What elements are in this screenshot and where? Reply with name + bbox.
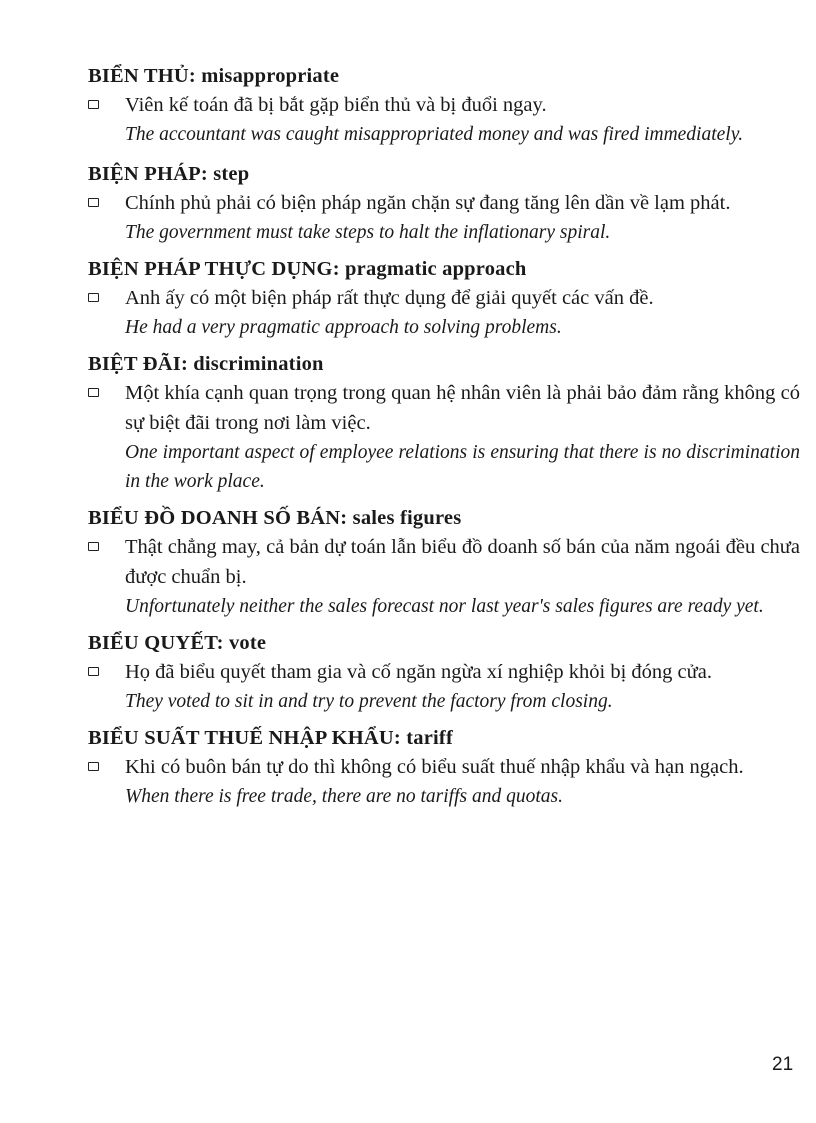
square-bullet-icon	[88, 293, 99, 302]
page-number: 21	[772, 1054, 794, 1075]
entry-bien-phap-thuc-dung	[88, 255, 800, 342]
entry-title: BIỆT ĐÃI: discrimination	[88, 353, 324, 375]
entry-body	[88, 378, 800, 496]
entry-bieu-quyet	[88, 629, 800, 716]
entry-body	[88, 657, 800, 716]
english-translation: When there is free trade, there are no tariffs and quotas.	[125, 786, 563, 807]
entry-title: BIỂU ĐỒ DOANH SỐ BÁN: sales figures	[88, 507, 462, 529]
entry-bien-thu	[88, 62, 800, 149]
entry-title: BIỂU QUYẾT: vote	[88, 632, 267, 654]
vietnamese-example: Thật chẳng may, cả bản dự toán lẫn biểu đồ doanh số bán của năm ngoái đều chưa được chuẩn bị.	[125, 536, 800, 588]
vietnamese-example: Chính phủ phải có biện pháp ngăn chặn sự đang tăng lên dần về lạm phát.	[125, 192, 731, 214]
entry-body	[88, 188, 800, 247]
entry-bieu-suat-thue-nhap-khau	[88, 724, 800, 811]
entry-body	[88, 90, 800, 149]
english-translation: The government must take steps to halt the inflationary spiral.	[125, 222, 611, 243]
square-bullet-icon	[88, 667, 99, 676]
dictionary-page	[88, 62, 800, 811]
square-bullet-icon	[88, 762, 99, 771]
square-bullet-icon	[88, 542, 99, 551]
entry-title: BIỂU SUẤT THUẾ NHẬP KHẨU: tariff	[88, 727, 453, 749]
square-bullet-icon	[88, 100, 99, 109]
vietnamese-example: Anh ấy có một biện pháp rất thực dụng để giải quyết các vấn đề.	[125, 287, 654, 309]
english-translation: They voted to sit in and try to prevent the factory from closing.	[125, 691, 613, 712]
english-translation: One important aspect of employee relations is ensuring that there is no discrimination in the work place.	[125, 442, 800, 492]
entry-title: BIỂN THỦ: misappropriate	[88, 65, 340, 87]
entry-title: BIỆN PHÁP THỰC DỤNG: pragmatic approach	[88, 258, 527, 280]
entry-bieu-do-doanh-so-ban	[88, 504, 800, 621]
entry-body	[88, 283, 800, 342]
entry-title: BIỆN PHÁP: step	[88, 163, 250, 185]
english-translation: He had a very pragmatic approach to solving problems.	[125, 317, 562, 338]
square-bullet-icon	[88, 198, 99, 207]
vietnamese-example: Họ đã biểu quyết tham gia và cố ngăn ngừa xí nghiệp khỏi bị đóng cửa.	[125, 661, 712, 683]
english-translation: The accountant was caught misappropriated money and was fired immediately.	[125, 124, 744, 145]
entry-body	[88, 752, 800, 811]
entry-biet-dai	[88, 350, 800, 496]
vietnamese-example: Viên kế toán đã bị bắt gặp biển thủ và bị đuổi ngay.	[125, 94, 547, 116]
vietnamese-example: Khi có buôn bán tự do thì không có biểu suất thuế nhập khẩu và hạn ngạch.	[125, 756, 744, 778]
square-bullet-icon	[88, 388, 99, 397]
english-translation: Unfortunately neither the sales forecast nor last year's sales figures are ready yet.	[125, 596, 764, 617]
entry-bien-phap	[88, 160, 800, 247]
entry-body	[88, 532, 800, 621]
vietnamese-example: Một khía cạnh quan trọng trong quan hệ nhân viên là phải bảo đảm rằng không có sự biệt đãi trong nơi làm việc.	[125, 382, 800, 434]
